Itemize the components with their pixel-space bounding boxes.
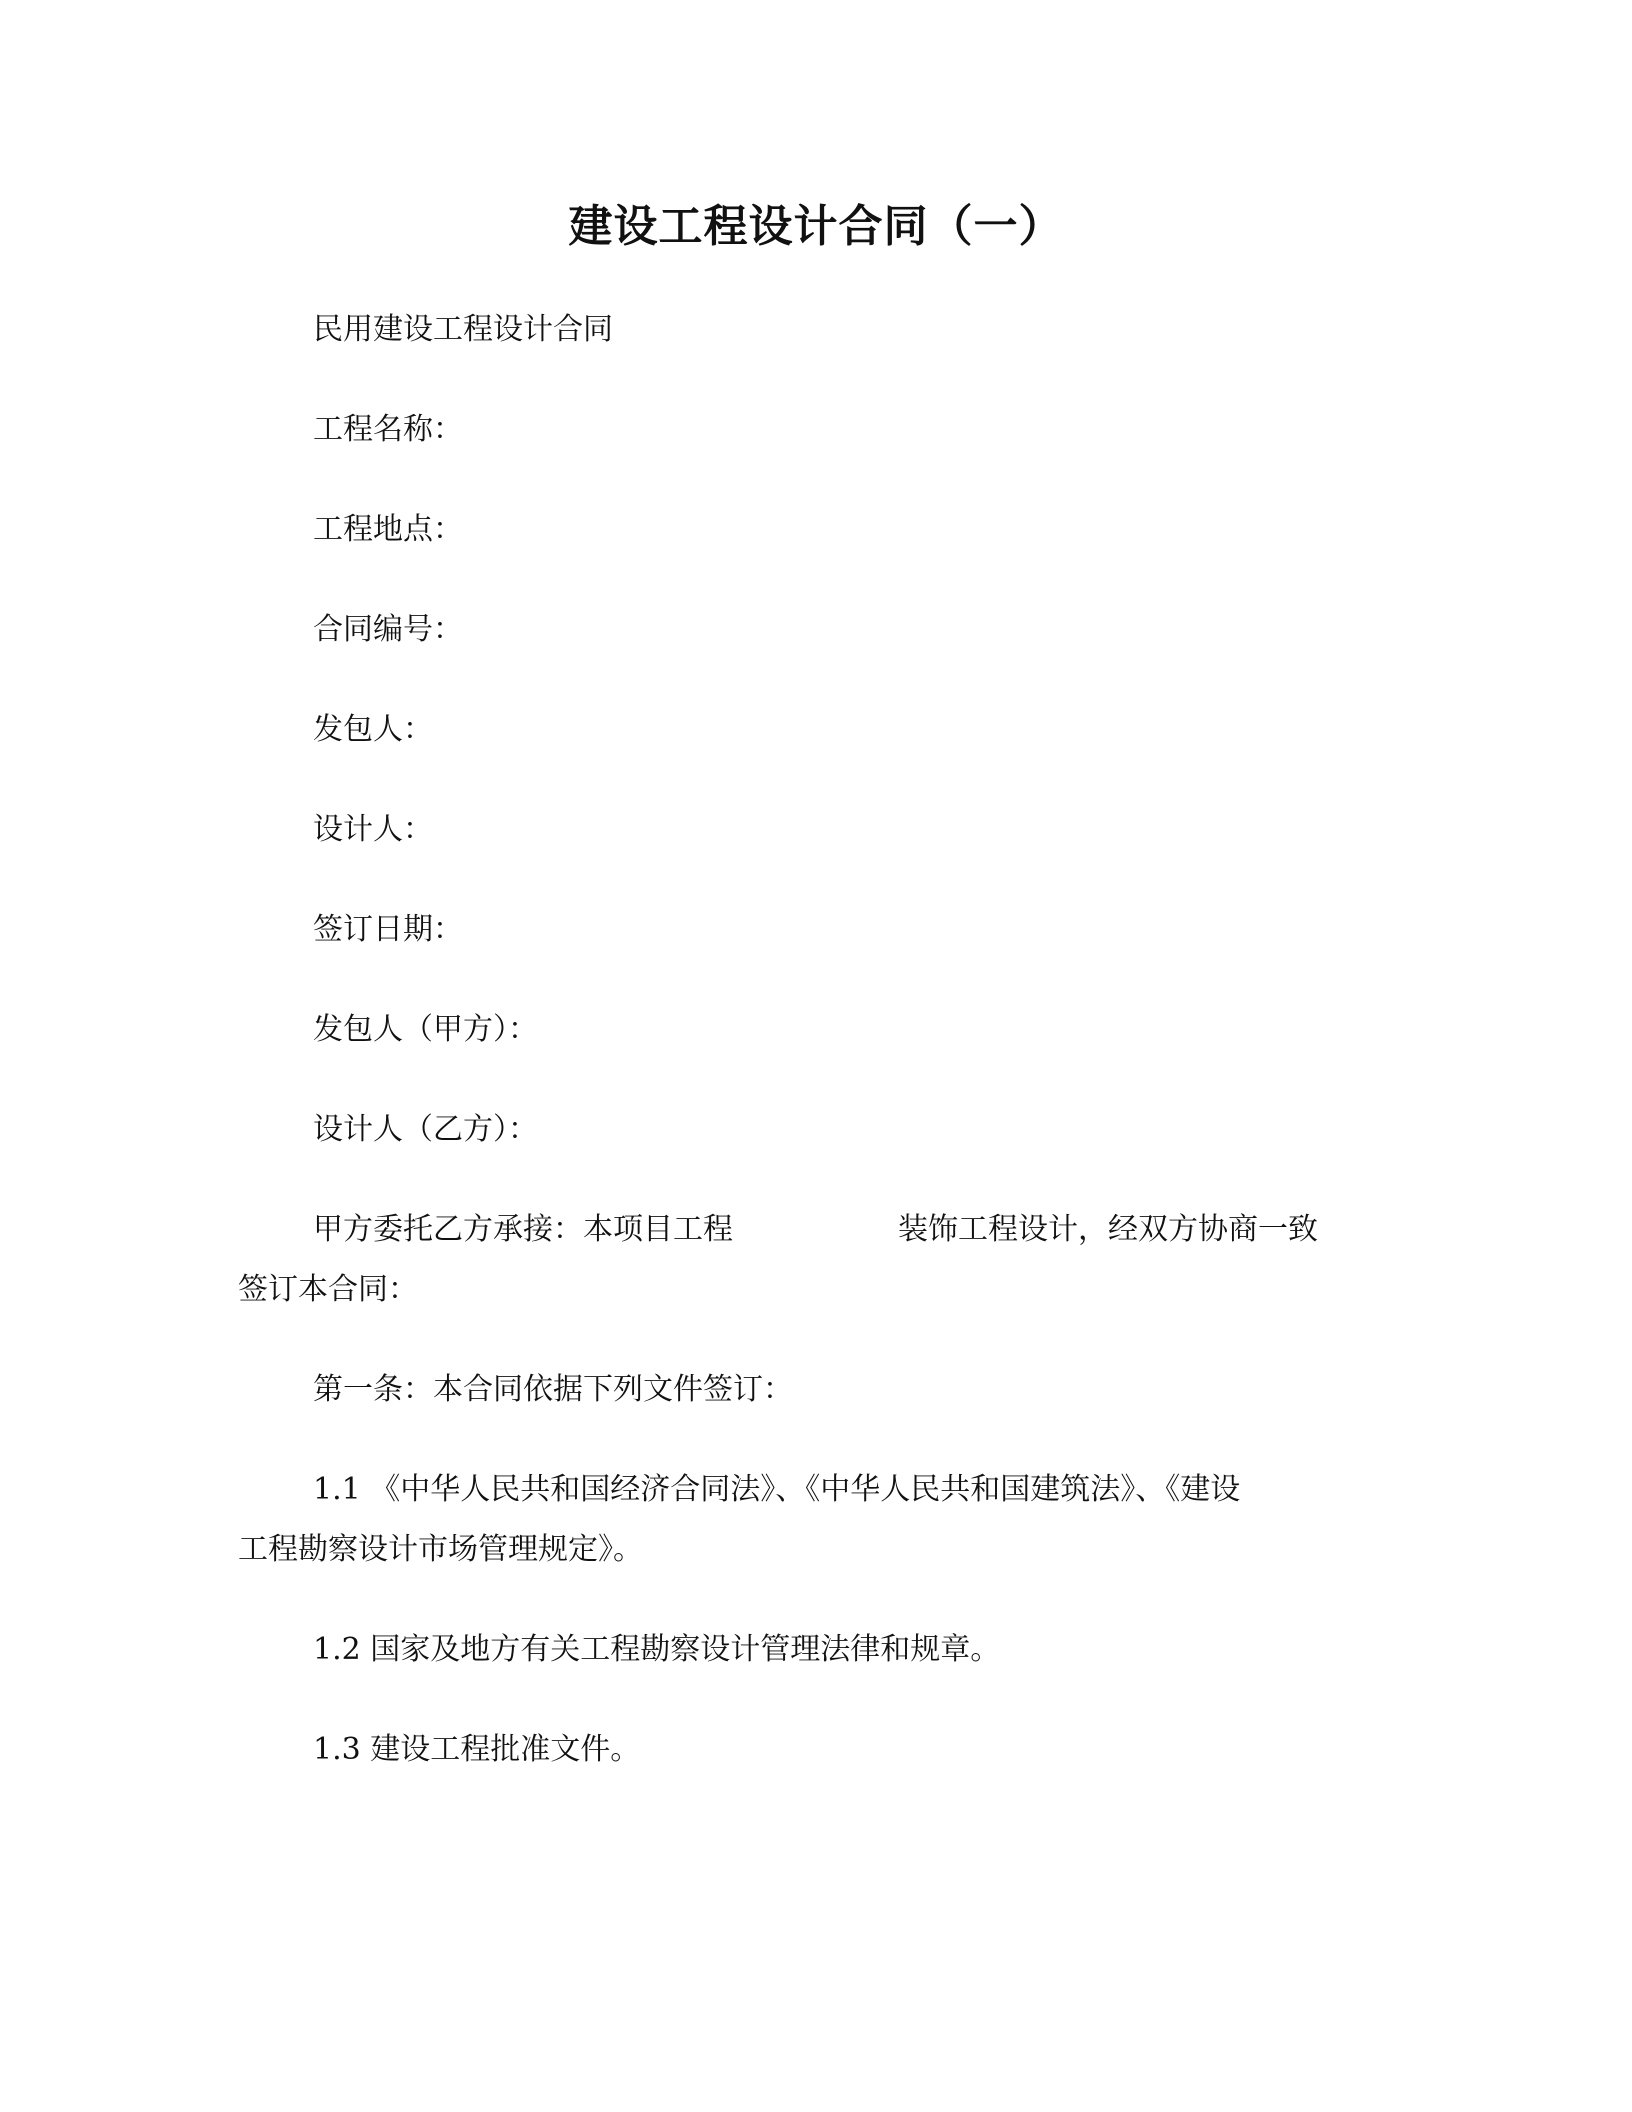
article1-heading: 第一条：本合同依据下列文件签订： bbox=[313, 1372, 793, 1407]
intro-part1: 甲方委托乙方承接：本项目工程 bbox=[313, 1212, 733, 1247]
intro-part2: 装饰工程设计，经双方协商一致 bbox=[898, 1212, 1318, 1247]
item-1-1-line1: 1.1 《中华人民共和国经济合同法》、《中华人民共和国建筑法》、《建设 bbox=[313, 1472, 1241, 1507]
field-client: 发包人： bbox=[313, 712, 433, 747]
article1-item-1-2: 1.2 国家及地方有关工程勘察设计管理法律和规章。 bbox=[313, 1632, 1001, 1667]
field-project-name: 工程名称： bbox=[313, 412, 463, 447]
field-signing-date: 签订日期： bbox=[313, 912, 463, 947]
field-designer: 设计人： bbox=[313, 812, 433, 847]
document-title: 建设工程设计合同（一） bbox=[568, 201, 1064, 252]
item-1-1-line2: 工程勘察设计市场管理规定》。 bbox=[238, 1532, 643, 1567]
field-designer-party-b: 设计人（乙方）： bbox=[313, 1112, 538, 1147]
document-subtitle: 民用建设工程设计合同 bbox=[313, 312, 613, 347]
article1-item-1-1 bbox=[238, 1460, 1368, 1580]
article1-item-1-3: 1.3 建设工程批准文件。 bbox=[313, 1732, 641, 1767]
field-project-location: 工程地点： bbox=[313, 512, 463, 547]
intro-part3: 签订本合同： bbox=[238, 1272, 418, 1307]
field-contract-number: 合同编号： bbox=[313, 612, 463, 647]
intro-paragraph bbox=[238, 1200, 1368, 1320]
field-client-party-a: 发包人（甲方）： bbox=[313, 1012, 538, 1047]
